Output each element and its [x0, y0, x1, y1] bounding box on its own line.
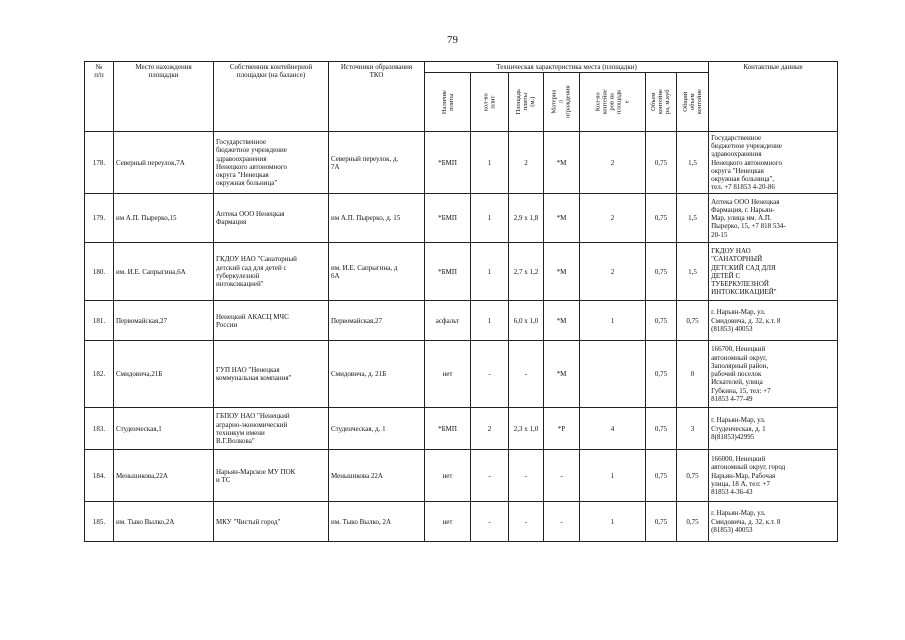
cell-volume: 0,75	[646, 301, 677, 341]
cell-fence: *М	[544, 132, 580, 194]
cell-total: 0,75	[677, 502, 709, 542]
header-location: Место нахождения площадки	[114, 62, 214, 132]
cell-slab-count: 2	[471, 408, 509, 450]
cell-total: 0,75	[677, 450, 709, 502]
table-row	[85, 450, 838, 502]
cell-slab-count: 1	[471, 132, 509, 194]
cell-slab: асфальт	[425, 301, 471, 341]
header-num: № п/п	[85, 62, 114, 132]
cell-fence: -	[544, 502, 580, 542]
cell-num: 183.	[85, 408, 114, 450]
cell-sources: Северный переулок, д. 7А	[329, 132, 425, 194]
header-owner: Собственник контейнерной площадки (на балансе)	[214, 62, 329, 132]
cell-area: -	[509, 341, 544, 408]
cell-slab: нет	[425, 450, 471, 502]
cell-volume: 0,75	[646, 408, 677, 450]
header-volume-label: Объем контейне ра, м.куб	[650, 89, 672, 115]
cell-area: 2,7 х 1,2	[509, 243, 544, 301]
cell-fence: *М	[544, 301, 580, 341]
cell-volume: 0,75	[646, 243, 677, 301]
header-total-label: Общий объем контейне	[681, 89, 704, 115]
header-contacts: Контактные данные	[709, 62, 838, 132]
cell-location: им. Тыко Вылко,2А	[114, 502, 214, 542]
cell-contact: г. Нарьян-Мар, ул. Студенческая, д. 1 8(81853)42995	[709, 408, 838, 450]
cell-containers: 1	[580, 450, 646, 502]
cell-area: 2	[509, 132, 544, 194]
cell-containers	[580, 341, 646, 408]
table-row	[85, 301, 838, 341]
cell-slab-count: 1	[471, 243, 509, 301]
header-slab-count	[471, 73, 509, 132]
table-row	[85, 341, 838, 408]
cell-sources: Первомайская,27	[329, 301, 425, 341]
cell-contact: Государственное бюджетное учреждение здравоохранения Ненецкого автономного округа "Ненецкая окружная больница", тел. +7 81853 4-20-86	[709, 132, 838, 194]
cell-containers: 1	[580, 301, 646, 341]
page-number: 79	[447, 34, 458, 46]
cell-slab-count: -	[471, 341, 509, 408]
cell-area: 2,3 х 1,0	[509, 408, 544, 450]
cell-owner: ГКДОУ НАО "Санаторный детский сад для детей с туберкулезной интоксикацией"	[214, 243, 329, 301]
cell-slab: *БМП	[425, 243, 471, 301]
cell-num: 185.	[85, 502, 114, 542]
cell-num: 179.	[85, 194, 114, 243]
cell-num: 178.	[85, 132, 114, 194]
cell-volume: 0,75	[646, 502, 677, 542]
cell-contact: ГКДОУ НАО "САНАТОРНЫЙ ДЕТСКИЙ САД ДЛЯ ДЕТЕЙ С ТУБЕРКУЛЕЗНОЙ ИНТОКСИКАЦИЕЙ"	[709, 243, 838, 301]
cell-location: Меньшикова,22А	[114, 450, 214, 502]
header-total	[677, 73, 709, 132]
table-row	[85, 132, 838, 194]
cell-location: им А.П. Пырерко,15	[114, 194, 214, 243]
table-row	[85, 408, 838, 450]
cell-sources: им. Тыко Вылко, 2А	[329, 502, 425, 542]
cell-containers: 2	[580, 243, 646, 301]
cell-fence: *М	[544, 194, 580, 243]
cell-volume: 0,75	[646, 450, 677, 502]
header-slab-count-label: кол-во плит	[482, 93, 497, 112]
header-sources: Источники образования ТКО	[329, 62, 425, 132]
cell-area: -	[509, 502, 544, 542]
header-row	[85, 62, 838, 73]
cell-area: -	[509, 450, 544, 502]
cell-owner: Ненецкий АКАСЦ МЧС России	[214, 301, 329, 341]
cell-owner: МКУ "Чистый город"	[214, 502, 329, 542]
table-row	[85, 194, 838, 243]
cell-slab: *БМП	[425, 194, 471, 243]
cell-containers: 2	[580, 194, 646, 243]
cell-num: 184.	[85, 450, 114, 502]
cell-containers: 1	[580, 502, 646, 542]
cell-owner: ГУП НАО "Ненецкая коммунальная компания"	[214, 341, 329, 408]
cell-area: 6,0 х 1,0	[509, 301, 544, 341]
cell-owner: Нарьян-Марское МУ ПОК и ТС	[214, 450, 329, 502]
header-fence-label: Материа л ограждения	[550, 85, 573, 119]
cell-owner: Государственное бюджетное учреждение здравоохранения Ненецкого автономного округа "Ненецкая окружная больница"	[214, 132, 329, 194]
cell-num: 182.	[85, 341, 114, 408]
header-area	[509, 73, 544, 132]
cell-sources: им. И.Е. Сапрыгина, д 6А	[329, 243, 425, 301]
cell-total: 3	[677, 408, 709, 450]
header-tech: Техническая характеристика места (площадки)	[425, 62, 709, 73]
header-fence	[544, 73, 580, 132]
cell-location: Студенческая,1	[114, 408, 214, 450]
header-area-label: Площадь плиты (м.)	[515, 89, 537, 115]
cell-total: 1,5	[677, 132, 709, 194]
header-containers-label: Кол-во контейне ров на площадк е	[594, 89, 631, 115]
cell-volume: 0,75	[646, 341, 677, 408]
cell-total: 0,75	[677, 301, 709, 341]
cell-owner: Аптека ООО Ненецкая Фармация	[214, 194, 329, 243]
cell-num: 180.	[85, 243, 114, 301]
cell-location: Первомайская,27	[114, 301, 214, 341]
table-row	[85, 243, 838, 301]
cell-fence: *М	[544, 243, 580, 301]
cell-volume: 0,75	[646, 194, 677, 243]
cell-location: Смидовича,21Б	[114, 341, 214, 408]
cell-slab-count: -	[471, 450, 509, 502]
cell-total: 0	[677, 341, 709, 408]
cell-contact: Аптека ООО Ненецкая Фармация, г. Нарьян- Мар, улица им. А.П. Пырерко, 15, +7 818 534- 20-15	[709, 194, 838, 243]
cell-slab: *БМП	[425, 408, 471, 450]
cell-sources: Меньшикова 22А	[329, 450, 425, 502]
cell-owner: ГБПОУ НАО "Ненецкий аграрно-экономический техникум имени В.Г.Волкова"	[214, 408, 329, 450]
cell-total: 1,5	[677, 194, 709, 243]
cell-sources: Студенческая, д. 1	[329, 408, 425, 450]
header-slab-label: Наличие плиты	[440, 90, 455, 115]
cell-slab-count: 1	[471, 301, 509, 341]
cell-fence: -	[544, 450, 580, 502]
cell-slab-count: -	[471, 502, 509, 542]
cell-containers: 2	[580, 132, 646, 194]
cell-contact: 166000, Ненецкий автономный округ, город Нарьян-Мар, Рабочая улица, 18 А, тел: +7 81853 4-36-43	[709, 450, 838, 502]
cell-total: 1,5	[677, 243, 709, 301]
header-containers	[580, 73, 646, 132]
cell-slab: нет	[425, 341, 471, 408]
cell-volume: 0,75	[646, 132, 677, 194]
cell-contact: г. Нарьян-Мар, ул. Смидовича, д. 32, к.т. 8 (81853) 40053	[709, 502, 838, 542]
cell-num: 181.	[85, 301, 114, 341]
cell-sources: Смидовича, д. 21Б	[329, 341, 425, 408]
cell-area: 2,9 х 1,8	[509, 194, 544, 243]
cell-containers: 4	[580, 408, 646, 450]
waste-sites-table	[84, 61, 838, 542]
header-slab	[425, 73, 471, 132]
cell-slab: *БМП	[425, 132, 471, 194]
cell-slab: нет	[425, 502, 471, 542]
cell-fence: *М	[544, 341, 580, 408]
cell-fence: *Р	[544, 408, 580, 450]
header-volume	[646, 73, 677, 132]
table-row	[85, 502, 838, 542]
cell-sources: им А.П. Пырерко, д. 15	[329, 194, 425, 243]
cell-contact: 166700, Ненецкий автономный округ, Заполярный район, рабочий поселок Искателей, улица Губкина, 15, тел: +7 81853 4-77-49	[709, 341, 838, 408]
cell-location: Северный переулок,7А	[114, 132, 214, 194]
cell-contact: г. Нарьян-Мар, ул. Смидовича, д. 32, к.т. 8 (81853) 40053	[709, 301, 838, 341]
cell-location: им. И.Е. Сапрыгина,6А	[114, 243, 214, 301]
cell-slab-count: 1	[471, 194, 509, 243]
